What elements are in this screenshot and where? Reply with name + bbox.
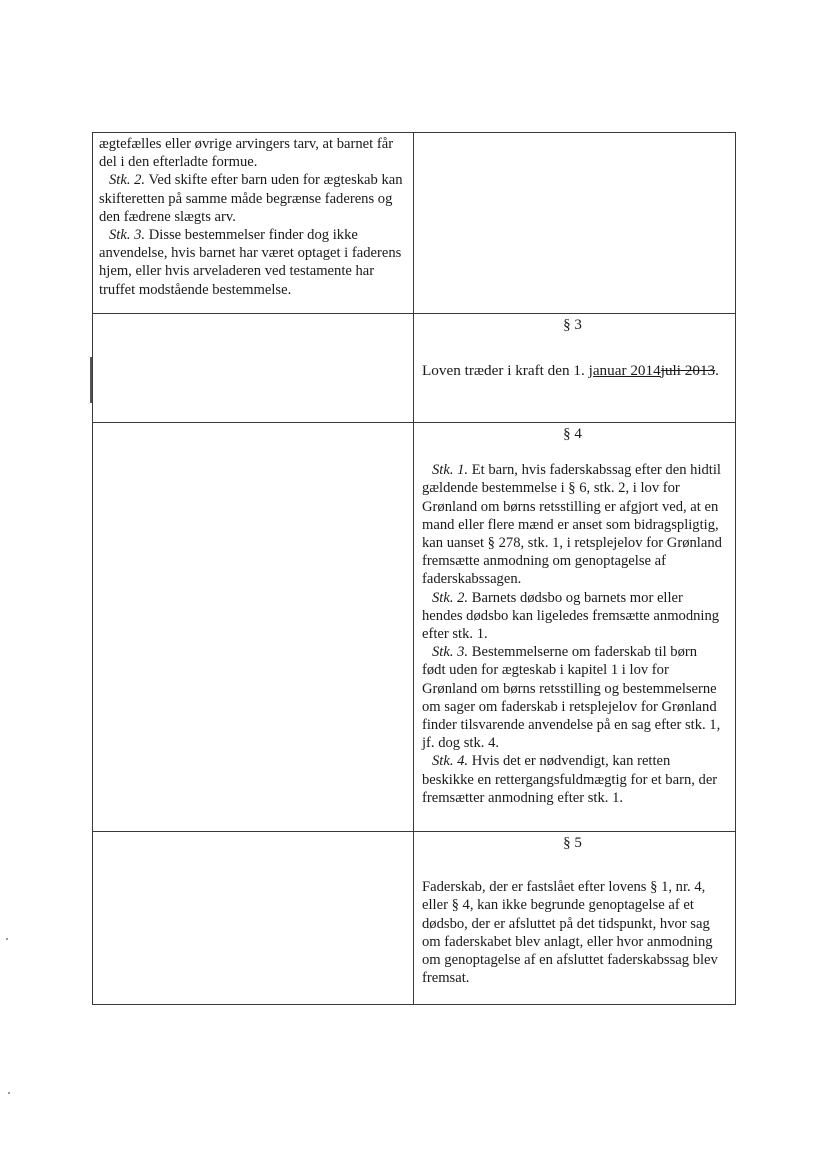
law-comparison-table	[92, 132, 736, 1005]
current-text-cell	[93, 423, 414, 832]
paragraph: ægtefælles eller øvrige arvingers tarv, at barnet får del i den efterladte formue.	[99, 136, 394, 171]
stk-label: Stk. 2.	[432, 589, 469, 606]
paragraph	[422, 461, 723, 588]
table-row	[93, 133, 736, 314]
scan-speck	[6, 938, 8, 940]
stk-text: Disse bestemmelser finder dog ikke anvendelse, hvis barnet har været optaget i faderens hjem, eller hvis arveladeren ved testamente har truffet modstående bestemmelse.	[99, 227, 402, 298]
section-title: § 3	[563, 317, 582, 333]
stk-text: Barnets dødsbo og barnets mor eller hendes dødsbo kan ligeledes fremsætte anmodning efter stk. 1.	[422, 589, 720, 643]
paragraph	[99, 171, 405, 226]
table-row	[93, 832, 736, 1005]
inserted-text: januar 2014	[588, 362, 661, 380]
stk-text: Et barn, hvis faderskabssag efter den hidtil gældende bestemmelse i § 6, stk. 2, i lov for Grønland om børns retsstilling er afgjort ved, at en mand eller flere mænd er anset som bidragspligtig, kan uanset § 278, stk. 1, i retsplejelov for Grønland fremsætte anmodning om genoptagelse af faderskabssagen.	[422, 462, 722, 588]
paragraph	[422, 589, 723, 644]
stk-label: Stk. 3.	[109, 227, 146, 244]
proposal-cell	[414, 133, 736, 314]
proposal-cell	[414, 423, 736, 832]
stk-text: Ved skifte efter barn uden for ægteskab kan skifteretten på samme måde begrænse faderens og den fædrene slægts arv.	[99, 172, 403, 225]
text: .	[715, 362, 719, 380]
current-text-cell	[93, 314, 414, 423]
stk-label: Stk. 1.	[432, 462, 469, 479]
current-text-cell	[93, 133, 414, 314]
paragraph	[99, 226, 405, 299]
paragraph	[422, 360, 723, 381]
section-title: § 5	[563, 835, 582, 851]
paragraph	[422, 643, 723, 752]
table-row	[93, 314, 736, 423]
paragraph: Faderskab, der er fastslået efter lovens § 1, nr. 4, eller § 4, kan ikke begrunde genoptagelse af et dødsbo, der er afsluttet på det tidspunkt, hvor sag om faderskabet blev anlagt, eller hvor anmodning om genoptagelse af en afsluttet faderskabssag blev fremsat.	[422, 879, 718, 987]
stk-label: Stk. 2.	[109, 172, 146, 189]
paragraph	[422, 752, 723, 807]
deleted-text: juli 2013	[660, 362, 716, 380]
proposal-cell	[414, 314, 736, 423]
stk-text: Hvis det er nødvendigt, kan retten beskikke en rettergangsfuldmægtig for et barn, der fremsætter anmodning efter stk. 1.	[422, 753, 718, 806]
proposal-cell	[414, 832, 736, 1005]
current-text-cell	[93, 832, 414, 1005]
section-title: § 4	[563, 426, 582, 442]
stk-label: Stk. 3.	[432, 644, 469, 661]
scan-speck	[8, 1092, 10, 1094]
stk-label: Stk. 4.	[432, 753, 469, 770]
text: Loven træder i kraft den 1.	[422, 362, 589, 380]
table-row	[93, 423, 736, 832]
stk-text: Bestemmelserne om faderskab til børn født uden for ægteskab i kapitel 1 i lov for Grønland om børns retsstilling og bestemmelserne om sager om faderskab i retsplejelov for Grønland finder tilsvarende anvendelse på en sag efter stk. 1, jf. dog stk. 4.	[422, 644, 721, 752]
